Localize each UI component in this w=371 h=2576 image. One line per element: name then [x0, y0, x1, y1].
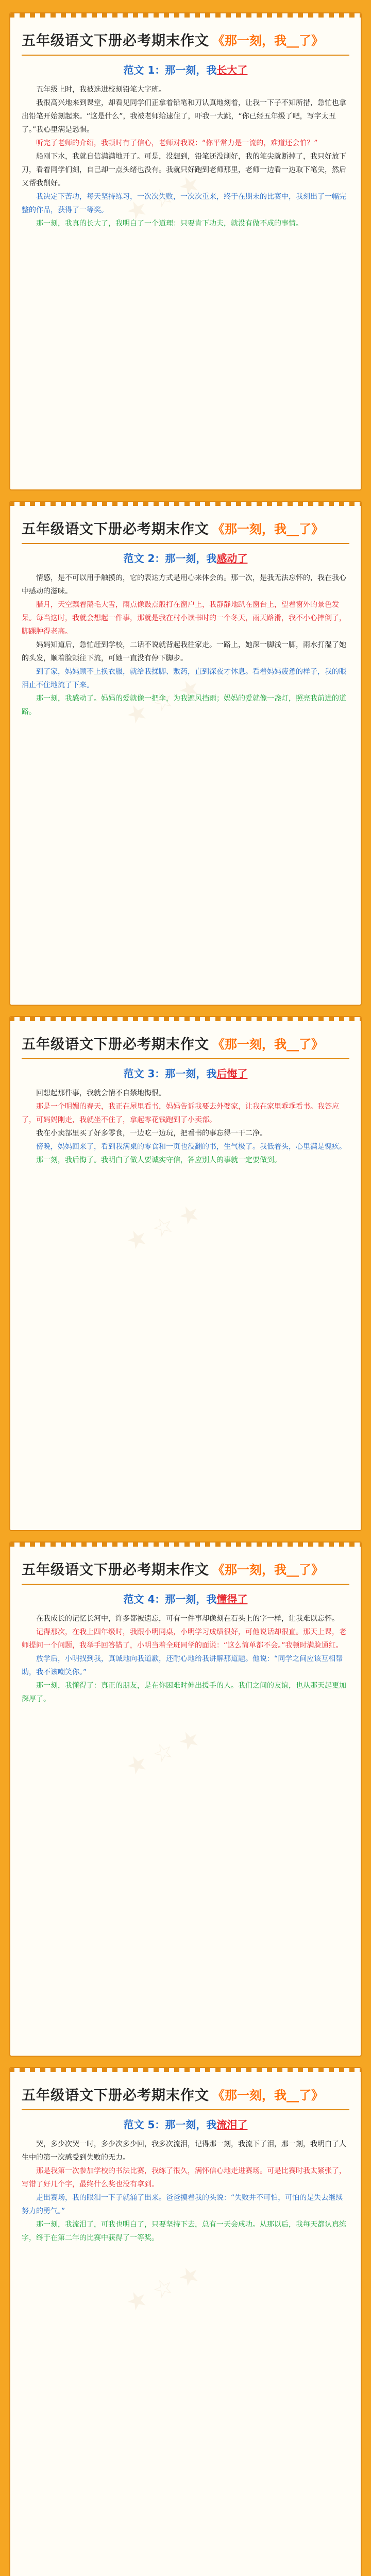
essay-title: [22, 550, 349, 565]
paragraph: 在我成长的记忆长河中，许多都被遗忘，可有一件事却像刻在石头上的字一样，让我难以忘怀。: [36, 1615, 339, 1623]
paragraph: 那一刻，我懂得了：真正的朋友，是在你困难时伸出援手的人。我们之间的友谊，也从那天起更加深厚了。: [22, 1682, 346, 1703]
paragraph: 我在小卖部里买了好多零食，一边吃一边玩，把看书的事忘得一干二净。: [36, 1129, 267, 1138]
paragraph: 傍晚，妈妈回来了，看到我满桌的零食和一页也没翻的书，生气极了。我低着头，心里满是愧疚。: [36, 1143, 346, 1151]
paragraph: 情感，是不可以用手触摸的，它的表达方式是用心来体会的。那一次，是我无法忘怀的，我在我心中感动的滋味。: [22, 574, 346, 596]
paragraph: 那一刻，我感动了。妈妈的爱就像一把伞，为我遮风挡雨；妈妈的爱就像一盏灯，照亮我前进的道路。: [22, 694, 346, 716]
essay-card-3: [9, 1016, 362, 1531]
watermark: ★ ☆ ★: [121, 1197, 205, 1256]
essay-card-1: [9, 12, 362, 490]
card-header: [22, 2082, 349, 2105]
paragraph: 放学后，小明找到我，真诚地向我道歉，还耐心地给我讲解那道题。他说：“同学之间应该互相帮助，我不该嘲笑你。”: [22, 1655, 343, 1676]
paragraph: 到了家，妈妈顾不上换衣服，就给我揉脚、敷药，直到深夜才休息。看着妈妈疲惫的样子，我的眼泪止不住地流了下来。: [22, 668, 346, 689]
paragraph: 妈妈知道后，急忙赶到学校，二话不说就背起我往家走。一路上，她深一脚浅一脚，雨水打湿了她的头发，顺着脸颊往下流，可她一直没有停下脚步。: [22, 641, 346, 663]
essay-title-prefix: 范文 2：那一刻，我: [123, 552, 217, 565]
header-title: 五年级语文下册必考期末作文: [22, 32, 209, 49]
essay-card-4: [9, 1541, 362, 2057]
essay-title: [22, 62, 349, 77]
essay-title-mark: 流泪了: [216, 2119, 248, 2131]
paragraph: 哭，多少次哭一时，多少次多少回，我多次流泪，记得那一刻，我流下了泪，那一刻，我明白了人生中的第一次感受到失败的无力。: [22, 2140, 346, 2162]
divider: [22, 1058, 349, 1059]
paragraph: 船刚下水，我就自信满满地开了。可是，没想到，铅笔还没削好，我的笔尖就断掉了，我只好放下刀，看着同学们刻，自己却一点头绪也没有。我就只好跑到老师那里，老师一边看一边取下笔尖，然后又帮我削好。: [22, 152, 346, 188]
essay-title-prefix: 范文 5：那一刻，我: [123, 2119, 217, 2131]
divider: [22, 2109, 349, 2110]
watermark: ★ ☆ ★: [121, 672, 205, 731]
essay-title: [22, 1591, 349, 1606]
divider: [22, 55, 349, 56]
paragraph: 那一刻，我真的长大了，我明白了一个道理：只要肯下功夫，就没有做不成的事情。: [36, 219, 303, 228]
header-badge: 《那一刻，我__了》: [212, 2088, 324, 2103]
divider: [22, 543, 349, 544]
paragraph: 那是我第一次参加学校的书法比赛，我练了很久，满怀信心地走进赛场。可是比赛时我太紧张了，写错了好几个字，最终什么奖也没有拿到。: [22, 2167, 346, 2189]
header-title: 五年级语文下册必考期末作文: [22, 1562, 209, 1578]
essay-title-prefix: 范文 4：那一刻，我: [123, 1593, 217, 1605]
card-header: [22, 28, 349, 50]
card-header: [22, 1031, 349, 1054]
paragraph: 那一刻，我后悔了。我明白了做人要诚实守信，答应别人的事就一定要做到。: [36, 1156, 281, 1164]
essay-card-5: [9, 2067, 362, 2576]
paragraph: 我很高兴地来到课堂，却看见同学们正拿着铅笔和刀认真地刻着，让我一下子不知所措，急忙也拿出铅笔开始刻起来。“这是什么”，我被老师给逮住了，吓我一大跳，“你已经五年级了吧，写字太丑了。”我心里满是恐惧。: [22, 99, 346, 134]
essay-title-prefix: 范文 1：那一刻，我: [123, 64, 217, 76]
watermark: ★ ☆ ★: [121, 1723, 205, 1782]
essay-title-mark: 后悔了: [216, 1067, 248, 1080]
paragraph: 腊月，天空飘着鹅毛大雪，雨点像鼓点般打在窗户上，我静静地趴在窗台上，望着窗外的景色发呆。每当这时，我就会想起一件事，那就是我在村小读书时的一个冬天，雨天路滑，我不小心摔倒了，脚踝肿得老高。: [22, 601, 346, 636]
paragraph: 我决定下苦功，每天坚持练习，一次次失败，一次次重来，终于在期末的比赛中，我刻出了一幅完整的作品，获得了一等奖。: [22, 193, 346, 214]
essay-card-2: [9, 501, 362, 1006]
essay-title: [22, 1065, 349, 1080]
essay-title-mark: 懂得了: [216, 1593, 248, 1605]
header-title: 五年级语文下册必考期末作文: [22, 521, 209, 537]
paragraph: 听完了老师的介绍，我顿时有了信心，老师对我说：“你平常力是一流的，难道还会怕？”: [36, 139, 318, 147]
essay-title-mark: 感动了: [216, 552, 248, 565]
paragraph: 记得那次，在我上四年级时，我跟小明同桌，小明学习成绩很好，可他说话却很直。那天上课，老师提问一个问题，我举手回答错了，小明当着全班同学的面说：“这么简单都不会。”我顿时满脸通红。: [22, 1628, 346, 1650]
paragraph: 那一刻，我流泪了，可我也明白了，只要坚持下去，总有一天会成功。从那以后，我每天都认真练字，终于在第二年的比赛中获得了一等奖。: [22, 2221, 346, 2242]
paragraph: 走出赛场，我的眼泪一下子就涌了出来。爸爸摸着我的头说：“失败并不可怕，可怕的是失去继续努力的勇气。”: [22, 2194, 343, 2215]
essay-title: [22, 2116, 349, 2131]
header-badge: 《那一刻，我__了》: [212, 33, 324, 48]
watermark: ★ ☆ ★: [121, 168, 205, 227]
header-title: 五年级语文下册必考期末作文: [22, 2087, 209, 2104]
divider: [22, 1584, 349, 1585]
header-badge: 《那一刻，我__了》: [212, 1037, 324, 1052]
watermark: ★ ☆ ★: [121, 2259, 205, 2317]
header-badge: 《那一刻，我__了》: [212, 521, 324, 536]
paragraph: 五年级上时，我被选进校刻铅笔大字班。: [36, 86, 166, 94]
card-header: [22, 1557, 349, 1580]
card-header: [22, 516, 349, 539]
header-title: 五年级语文下册必考期末作文: [22, 1036, 209, 1053]
header-badge: 《那一刻，我__了》: [212, 1562, 324, 1577]
essay-title-mark: 长大了: [216, 64, 248, 76]
paragraph: 回想起那件事，我就会情不自禁地悔恨。: [36, 1089, 166, 1097]
essay-title-prefix: 范文 3：那一刻，我: [123, 1067, 217, 1080]
paragraph: 那是一个明媚的春天，我正在屋里看书，妈妈告诉我要去外婆家，让我在家里乖乖看书。我答应了，可妈妈刚走，我就坐不住了，拿起零花钱跑到了小卖部。: [22, 1103, 339, 1124]
